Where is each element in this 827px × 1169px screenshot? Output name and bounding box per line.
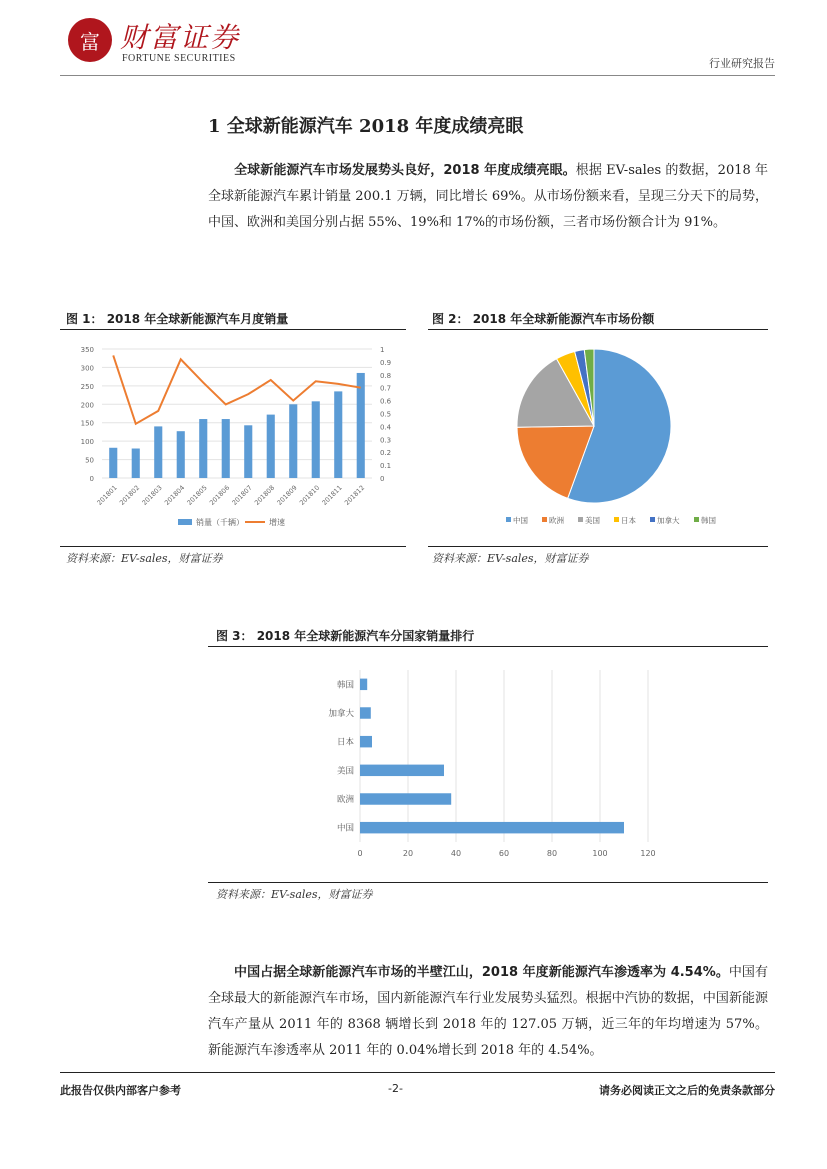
legend-label: 日本 (621, 516, 636, 525)
bar (109, 448, 117, 478)
y-tick-label: 350 (80, 346, 94, 354)
x-tick-label: 201804 (162, 483, 187, 507)
y-tick-label: 加拿大 (328, 709, 354, 719)
x-tick-label: 201812 (342, 483, 367, 507)
x-tick-label: 201810 (297, 483, 322, 507)
legend-line-label: 增速 (269, 518, 285, 527)
fig1-source: 资料来源：EV-sales，财富证券 (66, 552, 223, 565)
fig3-title: 图 3： 2018 年全球新能源汽车分国家销量排行 (216, 629, 475, 643)
bar (360, 793, 451, 804)
company-name-cn: 财富证券 (120, 21, 241, 54)
x-tick-label: 100 (592, 849, 608, 858)
bar (360, 765, 444, 776)
y2-tick-label: 0.8 (380, 371, 392, 380)
footer-right: 请务必阅读正文之后的免责条款部分 (599, 1084, 775, 1097)
y2-tick-label: 0.2 (380, 449, 392, 458)
y-tick-label: 0 (89, 475, 94, 483)
y-tick-label: 日本 (336, 737, 354, 748)
company-name-en: FORTUNE SECURITIES (122, 53, 236, 64)
fig2-top-rule (428, 329, 768, 330)
legend-swatch (506, 517, 511, 522)
company-logo-icon: 富 (68, 18, 112, 62)
x-tick-label: 201806 (207, 483, 232, 507)
footer-divider (60, 1072, 775, 1073)
page-number: -2- (388, 1082, 403, 1095)
x-tick-label: 201805 (185, 483, 209, 507)
paragraph-1-lead: 全球新能源汽车市场发展势头良好，2018 年度成绩亮眼。 (234, 163, 576, 178)
x-tick-label: 201801 (95, 483, 119, 507)
fig2-title: 图 2： 2018 年全球新能源汽车市场份额 (432, 312, 655, 326)
footer-left: 此报告仅供内部客户参考 (60, 1084, 181, 1097)
legend-swatch (614, 517, 619, 522)
y-tick-label: 欧洲 (336, 795, 354, 805)
report-type: 行业研究报告 (709, 57, 775, 70)
bar (267, 415, 275, 478)
legend-swatch (694, 517, 699, 522)
fig3-source: 资料来源：EV-sales，财富证券 (216, 888, 373, 901)
x-tick-label: 201809 (275, 483, 299, 507)
legend-label: 美国 (585, 516, 600, 525)
fig3-bottom-rule (208, 882, 768, 883)
fig3-top-rule (208, 646, 768, 647)
x-tick-label: 0 (357, 849, 363, 858)
paragraph-1 (208, 158, 768, 236)
section-title: 1 全球新能源汽车 2018 年度成绩亮眼 (208, 116, 524, 137)
y2-tick-label: 0.5 (380, 410, 392, 419)
y-tick-label: 美国 (336, 766, 354, 777)
bar (334, 391, 342, 478)
fig3-chart (208, 652, 768, 877)
bar (360, 822, 624, 833)
y-tick-label: 100 (80, 438, 94, 447)
y-tick-label: 250 (80, 382, 94, 391)
y2-tick-label: 0 (380, 475, 385, 483)
y2-tick-label: 0.1 (380, 462, 392, 471)
legend-label: 中国 (513, 516, 528, 525)
growth-line (113, 355, 361, 423)
bar (360, 707, 371, 718)
header-divider (60, 75, 775, 76)
bar (357, 373, 365, 478)
y-tick-label: 200 (80, 401, 94, 410)
legend-label: 欧洲 (549, 516, 564, 525)
paragraph-2 (208, 960, 768, 1064)
legend-bar-swatch (178, 519, 192, 525)
fig2-chart (428, 335, 768, 540)
legend-label: 韩国 (701, 516, 716, 525)
y-tick-label: 韩国 (336, 680, 354, 691)
y2-tick-label: 0.9 (380, 358, 392, 367)
y-tick-label: 300 (80, 364, 94, 373)
bar (222, 419, 230, 478)
x-tick-label: 201808 (252, 483, 277, 507)
fig2-source: 资料来源：EV-sales，财富证券 (432, 552, 589, 565)
legend-label: 加拿大 (657, 516, 680, 525)
x-tick-label: 40 (450, 849, 462, 858)
y-tick-label: 150 (80, 419, 94, 428)
bar (132, 449, 140, 478)
bar (244, 425, 252, 478)
y2-tick-label: 0.3 (380, 436, 392, 445)
bar (154, 426, 162, 478)
x-tick-label: 120 (640, 849, 656, 858)
fig1-top-rule (60, 329, 406, 330)
fig1-title: 图 1： 2018 年全球新能源汽车月度销量 (66, 312, 289, 326)
x-tick-label: 201803 (140, 483, 164, 507)
x-tick-label: 20 (402, 849, 414, 858)
y2-tick-label: 0.7 (380, 384, 392, 393)
fig1-chart (60, 335, 406, 540)
legend-swatch (578, 517, 583, 522)
x-tick-label: 201807 (230, 483, 254, 507)
legend-swatch (650, 517, 655, 522)
bar (360, 679, 367, 690)
fig1-bottom-rule (60, 546, 406, 547)
x-tick-label: 60 (498, 849, 510, 858)
bar (312, 401, 320, 478)
bar (360, 736, 372, 747)
paragraph-2-body: 中国有全球最大的新能源汽车市场，国内新能源汽车行业发展势头猛烈。根据中汽协的数据，中国新能源汽车产量从 2011 年的 8368 辆增长到 2018 年的 127.05 万辆，近三年的年均增速为 57%。新能源汽车渗透率从 2011 年的 0.04%增长到 2018 年的 4.54%。 (208, 965, 768, 1058)
y2-tick-label: 0.4 (380, 423, 392, 432)
legend-swatch (542, 517, 547, 522)
paragraph-2-lead: 中国占据全球新能源汽车市场的半壁江山，2018 年度新能源汽车渗透率为 4.54%。 (234, 965, 729, 980)
y2-tick-label: 1 (380, 346, 385, 354)
fig2-bottom-rule (428, 546, 768, 547)
x-tick-label: 80 (546, 849, 558, 858)
legend-bar-label: 销量（千辆） (196, 518, 244, 527)
paragraph-1-body: 根据 EV-sales 的数据，2018 年全球新能源汽车累计销量 200.1 万辆，同比增长 69%。从市场份额来看，呈现三分天下的局势，中国、欧洲和美国分别占据 55%、19%和 17%的市场份额，三者市场份额合计为 91%。 (208, 163, 768, 230)
bar (199, 419, 207, 478)
y-tick-label: 50 (85, 456, 94, 465)
bar (177, 431, 185, 478)
x-tick-label: 201811 (320, 483, 344, 507)
y2-tick-label: 0.6 (380, 397, 392, 406)
bar (289, 404, 297, 478)
x-tick-label: 201802 (117, 483, 142, 507)
y-tick-label: 中国 (336, 823, 354, 834)
